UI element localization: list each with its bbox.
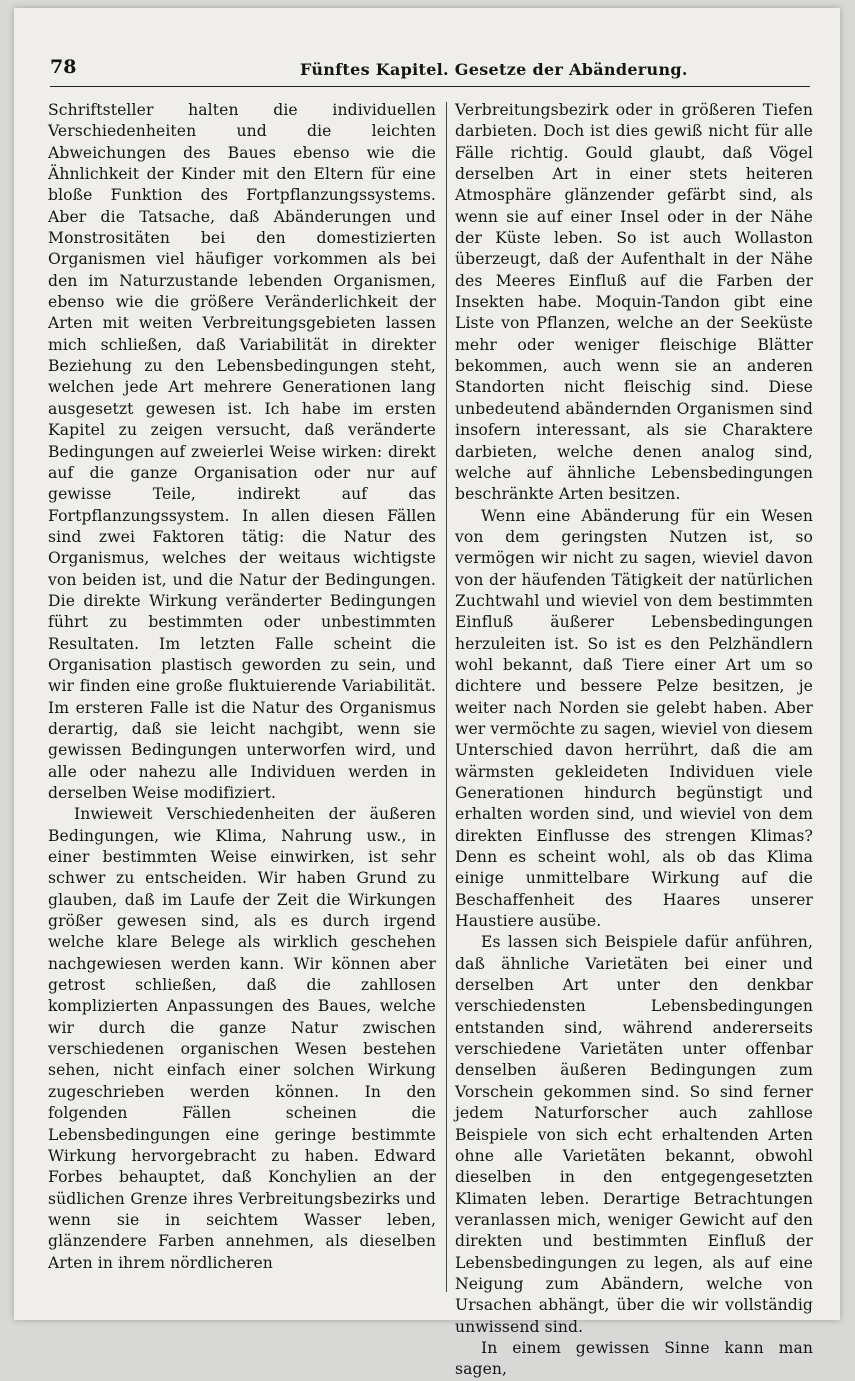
paragraph: Es lassen sich Beispiele dafür anführen, daß ähnliche Varietäten bei einer und derselben Art unter den denkbar verschiedensten Lebensbedingungen entstanden sind, während andererseits verschiedene Varietäten unter offenbar denselben äußeren Bedingungen zum Vorschein gekommen sind. So sind ferner jedem Naturforscher auch zahllose Beispiele von sich echt erhaltenden Arten ohne alle Varietäten bekannt, obwohl dieselben in den entgegengesetzten Klimaten leben. Derartige Betrachtungen veranlassen mich, weniger Gewicht auf den direkten und bestimmten Einfluß der Lebensbedingungen zu legen, als auf eine Neigung zum Abändern, welche von Ursachen abhängt, über die wir vollständig unwissend sind. — [455, 933, 813, 1336]
book-page — [14, 8, 840, 1379]
right-column — [455, 100, 813, 1381]
paragraph: Inwieweit Verschiedenheiten der äußeren Bedingungen, wie Klima, Nahrung usw., in einer bestimmten Weise einwirken, ist sehr schwer zu entscheiden. Wir haben Grund zu glauben, daß im Laufe der Zeit die Wirkungen größer gewesen sind, als es durch irgend welche klare Belege als wirklich geschehen nachgewiesen werden kann. Wir können aber getrost schließen, daß die zahllosen komplizierten Anpassungen des Baues, welche wir durch die ganze Natur zwischen verschiedenen organischen Wesen bestehen sehen, nicht einfach einer solchen Wirkung zugeschrieben werden können. In den folgenden Fällen scheinen die Lebensbedingungen eine geringe bestimmte Wirkung hervorgebracht zu haben. Edward Forbes behauptet, daß Konchylien an der südlichen Grenze ihres Verbreitungsbezirks und wenn sie in seichtem Wasser leben, glänzendere Farben annehmen, als dieselben Arten in ihrem nördlicheren — [48, 805, 436, 1272]
page-header — [50, 56, 810, 87]
paragraph: In einem gewissen Sinne kann man sagen, — [455, 1338, 813, 1379]
column-divider — [446, 102, 447, 1292]
paragraph: Wenn eine Abänderung für ein Wesen von dem geringsten Nutzen ist, so vermögen wir nicht zu sagen, wieviel davon von der häufenden Tätigkeit der natürlichen Zuchtwahl und wieviel von dem bestimmten Einfluß äußerer Lebensbedingungen herzuleiten ist. So ist es den Pelzhändlern wohl bekannt, daß Tiere einer Art um so dichtere und bessere Pelze besitzen, je weiter nach Norden sie gelebt haben. Aber wer vermöchte zu sagen, wieviel von diesem Unterschied davon herrührt, daß die am wärmsten gekleideten Individuen viele Generationen hindurch begünstigt und erhalten worden sind, und wieviel von dem direkten Einflusse des strengen Klimas? Denn es scheint wohl, als ob das Klima einige unmittelbare Wirkung auf die Beschaffenheit des Haares unserer Haustiere ausübe. — [455, 506, 813, 931]
left-column — [48, 100, 436, 1274]
paragraph: Verbreitungsbezirk oder in größeren Tiefen darbieten. Doch ist dies gewiß nicht für alle Fälle richtig. Gould glaubt, daß Vögel derselben Art in einer stets heiteren Atmosphäre glänzender gefärbt sind, als wenn sie auf einer Insel oder in der Nähe der Küste leben. So ist auch Wollaston überzeugt, daß der Aufenthalt in der Nähe des Meeres Einfluß auf die Farben der Insekten habe. Moquin-Tandon gibt eine Liste von Pflanzen, welche an der Seeküste mehr oder weniger fleischige Blätter bekommen, auch wenn sie an anderen Standorten nicht fleischig sind. Diese unbedeutend abändernden Organismen sind insofern interessant, als sie Charaktere darbieten, welche denen analog sind, welche auf ähnliche Lebensbedingungen beschränkte Arten besitzen. — [455, 101, 813, 504]
running-title: Fünftes Kapitel. Gesetze der Abänderung. — [300, 60, 688, 79]
page-number: 78 — [50, 56, 77, 78]
paragraph: Schriftsteller halten die individuellen Verschiedenheiten und die leichten Abweichungen des Baues ebenso wie die Ähnlichkeit der Kinder mit den Eltern für eine bloße Funktion des Fortpflanzungssystems. Aber die Tatsache, daß Abänderungen und Monstrositäten bei den domestizierten Organismen viel häufiger vorkommen als bei den im Naturzustande lebenden Organismen, ebenso wie die größere Veränderlichkeit der Arten mit weiten Verbreitungsgebieten lassen mich schließen, daß Variabilität in direkter Beziehung zu den Lebensbedingungen steht, welchen jede Art mehrere Generationen lang ausgesetzt gewesen ist. Ich habe im ersten Kapitel zu zeigen versucht, daß veränderte Bedingungen auf zweierlei Weise wirken: direkt auf die ganze Organisation oder nur auf gewisse Teile, indirekt auf das Fortpflanzungssystem. In allen diesen Fällen sind zwei Faktoren tätig: die Natur des Organismus, welches der weitaus wichtigste von beiden ist, und die Natur der Bedingungen. Die direkte Wirkung veränderter Bedingungen führt zu bestimmten oder unbestimmten Resultaten. Im letzten Falle scheint die Organisation plastisch geworden zu sein, und wir finden eine große fluktuierende Variabilität. Im ersteren Falle ist die Natur des Organismus derartig, daß sie leicht nachgibt, wenn sie gewissen Bedingungen unterworfen wird, und alle oder nahezu alle Individuen werden in derselben Weise modifiziert. — [48, 101, 436, 802]
